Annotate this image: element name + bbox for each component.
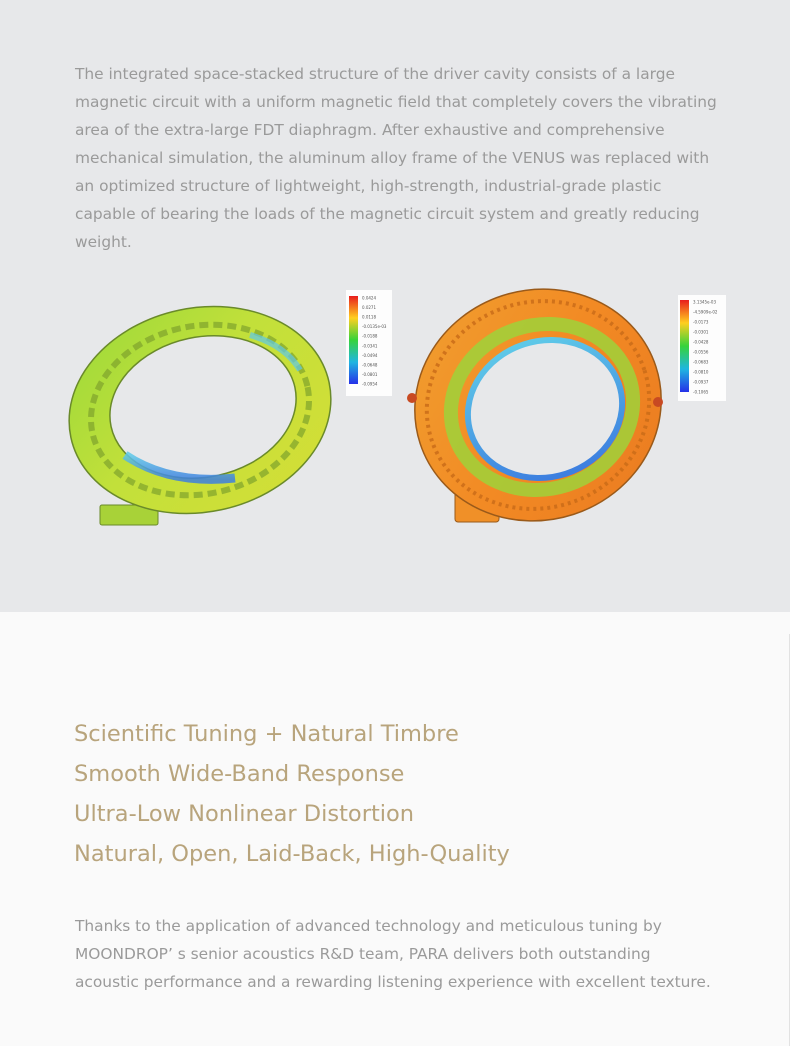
legend-tick-label: -0.0494 — [362, 352, 378, 358]
legend-tick-label: 0.0424 — [362, 295, 376, 301]
legend-tick-label: -0.0954 — [362, 381, 378, 387]
headline-response: Smooth Wide-Band Response — [74, 761, 405, 787]
body-paragraph: Thanks to the application of advanced technology and meticulous tuning by MOONDROP’ s senior acoustics R&D team, PARA delivers both outstanding acoustic performance and a rewarding listening experience with excellent texture. — [75, 917, 711, 991]
legend-tick-label: -0.0188 — [362, 333, 378, 339]
legend-tick-label: -0.1065 — [693, 389, 709, 395]
legend-tick-label: -0.0937 — [693, 379, 709, 385]
headline-sound: Natural, Open, Laid-Back, High-Quality — [74, 841, 510, 867]
legend-tick-label: -0.0301 — [693, 329, 709, 335]
headline-distortion: Ultra-Low Nonlinear Distortion — [74, 801, 415, 827]
legend-tick-label: 0.0118 — [362, 314, 376, 320]
legend-tick-label: 3.1345e-03 — [693, 299, 716, 305]
legend-tick-label: -0.0810 — [693, 369, 709, 375]
left-frame-render — [60, 283, 350, 537]
legend-tick-label: -0.0173 — [693, 319, 709, 325]
legend-tick-label: -0.0135e-03 — [362, 324, 387, 330]
legend-tick-label: -0.0341 — [362, 343, 378, 349]
right-frame-render — [385, 280, 692, 550]
legend-tick-label: -4.5909e-02 — [693, 309, 718, 315]
legend-tick-label: 0.0271 — [362, 305, 376, 311]
legend-tick-label: -0.0556 — [693, 349, 709, 355]
legend-tick-label: -0.0428 — [693, 339, 709, 345]
legend-tick-label: -0.0648 — [362, 362, 378, 368]
intro-paragraph: The integrated space-stacked structure of the driver cavity consists of a large magnetic circuit with a uniform magnetic field that completely covers the vibrating area of the extra-large FDT diaphragm. After exhaustive and comprehensive mechanical simulation, the aluminum alloy frame of the VENUS was replaced with an optimized structure of lightweight, high-strength, industrial-grade plastic capable of bearing the loads of the magnetic circuit system and greatly reducing weight. — [75, 65, 717, 251]
legend-tick-label: -0.0801 — [362, 371, 378, 377]
headline-tuning: Scientific Tuning + Natural Timbre — [74, 721, 459, 747]
simulation-figure — [60, 280, 750, 550]
legend-tick-label: -0.0683 — [693, 359, 709, 365]
feature-headlines — [74, 714, 510, 874]
